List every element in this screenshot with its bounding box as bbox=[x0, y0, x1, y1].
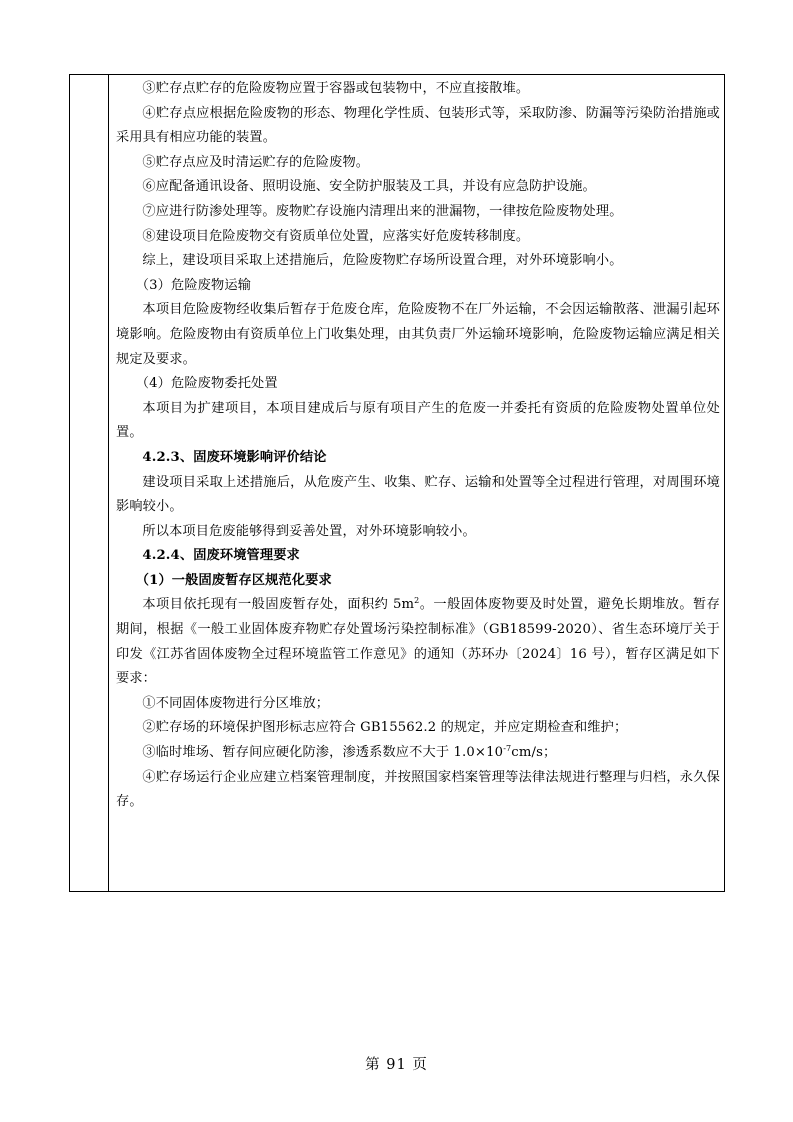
requirement-item bbox=[116, 741, 720, 766]
paragraph: ③贮存点贮存的危险废物应置于容器或包装物中，不应直接散堆。 bbox=[142, 81, 530, 96]
table-content-cell bbox=[116, 77, 720, 815]
superscript: 2 bbox=[414, 596, 420, 606]
paragraph: 建设项目采取上述措施后，从危废产生、收集、贮存、运输和处置等全过程进行管理，对周围环境影响较小。 bbox=[116, 474, 720, 515]
subsection-title: （3）危险废物运输 bbox=[135, 277, 252, 293]
text-run: ③临时堆场、暂存间应硬化防渗，渗透系数应不大于 1.0×10 bbox=[142, 745, 504, 761]
paragraph: 本项目为扩建项目，本项目建成后与原有项目产生的危废一并委托有资质的危险废物处置单位处置。 bbox=[116, 400, 720, 441]
table-column-divider bbox=[108, 75, 109, 891]
section-heading: 4.2.4、固废环境管理要求 bbox=[142, 548, 300, 564]
page-number: 第 91 页 bbox=[365, 1057, 428, 1073]
paragraph: 综上，建设项目采取上述措施后，危险废物贮存场所设置合理，对外环境影响小。 bbox=[142, 253, 623, 269]
subsection-heading: （1）一般固废暂存区规范化要求 bbox=[135, 572, 332, 588]
requirement-item: ①不同固体废物进行分区堆放； bbox=[142, 695, 330, 711]
requirement-item: ④贮存场运行企业应建立档案管理制度，并按照国家档案管理等法律法规进行整理与归档，永久保存。 bbox=[116, 769, 720, 810]
subsection-title: （4）危险废物委托处置 bbox=[135, 376, 278, 392]
paragraph: ⑧建设项目危险废物交有资质单位处置，应落实好危废转移制度。 bbox=[142, 228, 530, 244]
paragraph: ⑤贮存点应及时清运贮存的危险废物。 bbox=[142, 154, 370, 170]
text-run: cm/s； bbox=[511, 745, 557, 761]
paragraph bbox=[116, 593, 720, 691]
text-run: 本项目依托现有一般固废暂存处，面积约 5m bbox=[142, 597, 415, 613]
paragraph: 本项目危险废物经收集后暂存于危废仓库，危险废物不在厂外运输，不会因运输散落、泄漏引起环境影响。危险废物由有资质单位上门收集处理，由其负责厂外运输环境影响，危险废物运输应满足相关规定及要求。 bbox=[116, 302, 720, 367]
paragraph: ⑦应进行防渗处理等。废物贮存设施内清理出来的泄漏物，一律按危险废物处理。 bbox=[142, 203, 623, 219]
requirement-item: ②贮存场的环境保护图形标志应符合 GB15562.2 的规定，并应定期检查和维护； bbox=[142, 720, 628, 736]
text-run: 。一般固体废物要及时处置，避免长期堆放。暂存期间，根据《一般工业固体废弃物贮存处置场污染控制标准》（GB18599-2020）、省生态环境厅关于印发《江苏省固体废物全过程环境监管工作意见》的通知（苏环办〔2024〕16 号），暂存区满足如下要求： bbox=[116, 597, 720, 687]
document-table bbox=[69, 74, 725, 892]
paragraph: ⑥应配备通讯设备、照明设施、安全防护服装及工具，并设有应急防护设施。 bbox=[142, 179, 596, 195]
superscript: -7 bbox=[503, 744, 512, 754]
paragraph: 所以本项目危废能够得到妥善处置，对外环境影响较小。 bbox=[142, 523, 476, 539]
section-heading: 4.2.3、固废环境影响评价结论 bbox=[142, 449, 327, 465]
paragraph: ④贮存点应根据危险废物的形态、物理化学性质、包装形式等，采取防渗、防漏等污染防治措施或采用具有相应功能的装置。 bbox=[116, 105, 720, 146]
